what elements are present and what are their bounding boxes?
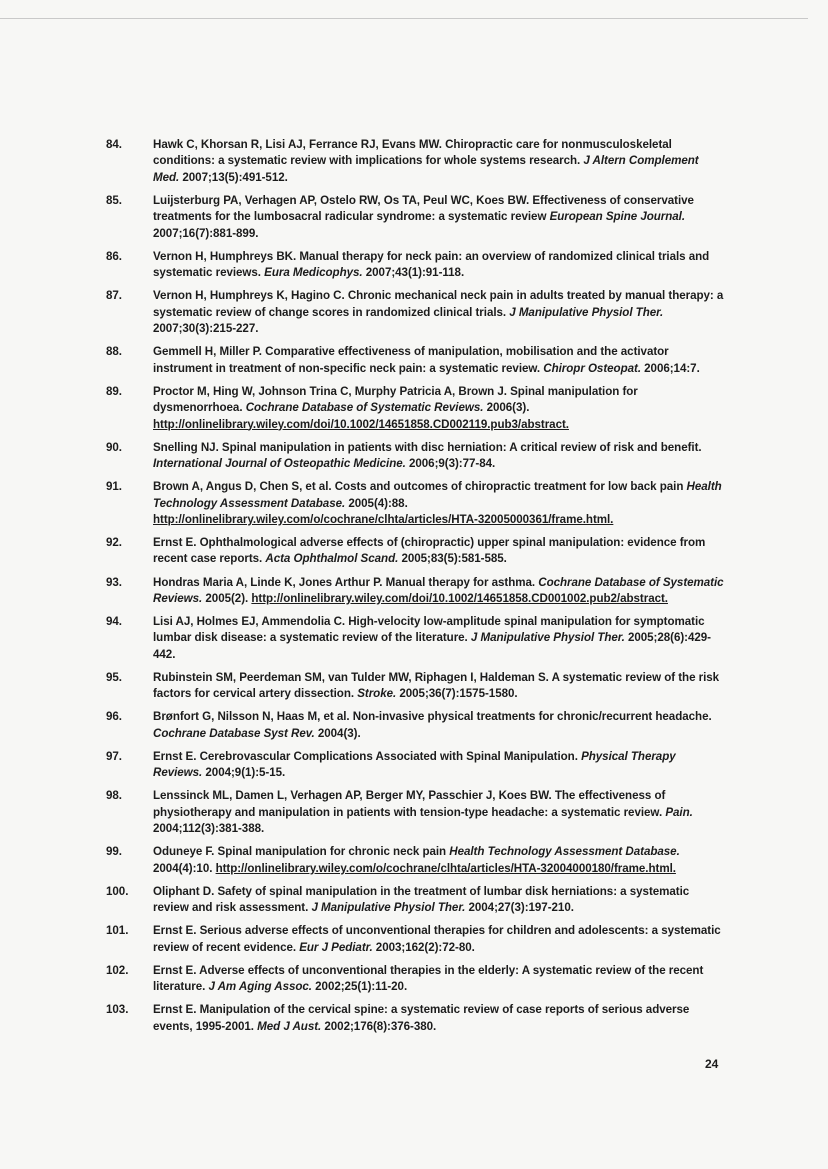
- reference-citation: 2004;112(3):381-388.: [153, 822, 265, 836]
- reference-authors: Brown A, Angus D, Chen S, et al. Costs and outcomes of chiropractic treatment for low back pain: [153, 480, 684, 494]
- reference-number: 91.: [106, 480, 122, 494]
- reference-number: 86.: [106, 249, 122, 263]
- reference-number: 103.: [106, 1003, 129, 1017]
- reference-citation: 2004;9(1):5-15.: [205, 766, 286, 780]
- reference-citation: 2006(3).: [486, 401, 530, 415]
- reference-citation: 2007;13(5):491-512.: [182, 170, 288, 184]
- reference-item: [106, 614, 726, 663]
- reference-number: 101.: [106, 924, 129, 938]
- reference-authors: Lenssinck ML, Damen L, Verhagen AP, Berger MY, Passchier J, Koes BW. The effectiveness of physiotherapy and manipulation in patients with tension-type headache: a systematic review.: [153, 789, 666, 819]
- reference-journal: Health Technology Assessment Database.: [153, 480, 722, 510]
- reference-link[interactable]: http://onlinelibrary.wiley.com/o/cochrane/clhta/articles/HTA-32004000180/frame.html.: [215, 861, 676, 875]
- reference-citation: 2007;30(3):215-227.: [153, 322, 259, 336]
- reference-journal: J Manipulative Physiol Ther.: [470, 631, 625, 645]
- reference-citation: 2005;83(5):581-585.: [401, 552, 507, 566]
- reference-authors: Lisi AJ, Holmes EJ, Ammendolia C. High-velocity low-amplitude spinal manipulation for symptomatic lumbar disk disease: a systematic review of the literature.: [153, 615, 705, 645]
- reference-authors: Vernon H, Humphreys BK. Manual therapy for neck pain: an overview of randomized clinical trials and systematic reviews.: [153, 249, 710, 280]
- reference-authors: Brønfort G, Nilsson N, Haas M, et al. Non-invasive physical treatments for chronic/recurrent headache.: [153, 710, 712, 724]
- reference-authors: Hondras Maria A, Linde K, Jones Arthur P. Manual therapy for asthma.: [153, 575, 536, 589]
- reference-item: [106, 844, 726, 877]
- reference-item: [106, 440, 726, 473]
- reference-item: [106, 137, 726, 186]
- reference-number: 85.: [106, 193, 122, 207]
- reference-authors: Luijsterburg PA, Verhagen AP, Ostelo RW, Os TA, Peul WC, Koes BW. Effectiveness of conservative treatments for the lumbosacral radicular syndrome: a systematic review: [153, 193, 694, 224]
- reference-journal: Health Technology Assessment Database.: [449, 845, 680, 859]
- reference-journal: Chiropr Osteopat.: [543, 361, 641, 375]
- reference-journal: J Manipulative Physiol Ther.: [311, 901, 466, 915]
- reference-item: [106, 884, 726, 917]
- reference-number: 94.: [106, 615, 122, 629]
- reference-citation: 2006;9(3):77-84.: [408, 457, 496, 471]
- reference-authors: Vernon H, Humphreys K, Hagino C. Chronic mechanical neck pain in adults treated by manual therapy: a systematic review of change scores in randomized clinical trials.: [153, 289, 724, 319]
- reference-number: 96.: [106, 710, 122, 724]
- reference-journal: Acta Ophthalmol Scand.: [265, 552, 399, 566]
- reference-journal: Stroke.: [357, 687, 397, 701]
- reference-item: [106, 709, 726, 742]
- reference-journal: Eura Medicophys.: [264, 266, 363, 280]
- reference-journal: Cochrane Database of Systematic Reviews.: [245, 401, 484, 415]
- reference-number: 98.: [106, 789, 122, 803]
- reference-item: [106, 479, 726, 528]
- reference-item: [106, 749, 726, 782]
- reference-citation: 2002;25(1):11-20.: [315, 980, 408, 994]
- reference-number: 90.: [106, 440, 122, 454]
- reference-citation: 2004;27(3):197-210.: [468, 901, 574, 915]
- reference-citation: 2002;176(8):376-380.: [324, 1019, 437, 1033]
- reference-journal: Med J Aust.: [257, 1019, 322, 1033]
- reference-citation: 2005;28(6):429-442.: [153, 631, 711, 661]
- reference-citation: 2006;14:7.: [644, 361, 700, 375]
- reference-journal: J Altern Complement Med.: [153, 154, 699, 184]
- reference-journal: Cochrane Database Syst Rev.: [153, 726, 315, 740]
- reference-authors: Rubinstein SM, Peerdeman SM, van Tulder MW, Riphagen I, Haldeman S. A systematic review of the risk factors for cervical artery dissection.: [153, 670, 720, 701]
- reference-citation: 2004(3).: [317, 726, 361, 740]
- reference-number: 102.: [106, 963, 129, 977]
- reference-number: 97.: [106, 749, 122, 763]
- reference-authors: Gemmell H, Miller P. Comparative effectiveness of manipulation, mobilisation and the activator instrument in treatment of non-specific neck pain: a systematic review.: [153, 345, 669, 375]
- reference-journal: J Manipulative Physiol Ther.: [509, 305, 664, 319]
- reference-number: 93.: [106, 575, 122, 589]
- reference-journal: Physical Therapy Reviews.: [153, 749, 676, 780]
- reference-authors: Snelling NJ. Spinal manipulation in patients with disc herniation: A critical review of risk and benefit.: [153, 440, 702, 454]
- reference-list: [106, 137, 726, 1042]
- reference-item: [106, 193, 726, 242]
- reference-link[interactable]: http://onlinelibrary.wiley.com/doi/10.1002/14651858.CD002119.pub3/abstract.: [153, 417, 569, 431]
- reference-link[interactable]: http://onlinelibrary.wiley.com/o/cochrane/clhta/articles/HTA-32005000361/frame.html.: [153, 512, 614, 526]
- reference-number: 89.: [106, 384, 122, 398]
- reference-authors: Ernst E. Manipulation of the cervical spine: a systematic review of case reports of serious adverse events, 1995-2001.: [153, 1003, 690, 1033]
- reference-item: [106, 535, 726, 568]
- reference-authors: Ernst E. Cerebrovascular Complications Associated with Spinal Manipulation.: [153, 749, 578, 763]
- reference-citation: 2005(2).: [205, 591, 249, 605]
- reference-number: 99.: [106, 845, 122, 859]
- reference-authors: Oliphant D. Safety of spinal manipulation in the treatment of lumbar disk herniations: a systematic review and risk assessment.: [153, 884, 690, 915]
- reference-authors: Ernst E. Adverse effects of unconventional therapies in the elderly: A systematic review of the recent literature.: [153, 963, 704, 994]
- reference-item: [106, 575, 726, 608]
- reference-link[interactable]: http://onlinelibrary.wiley.com/doi/10.1002/14651858.CD001002.pub2/abstract.: [251, 591, 668, 605]
- reference-item: [106, 963, 726, 996]
- reference-citation: 2007;16(7):881-899.: [153, 226, 259, 240]
- reference-authors: Ernst E. Ophthalmological adverse effects of (chiropractic) upper spinal manipulation: evidence from recent case reports.: [153, 536, 706, 566]
- reference-item: [106, 923, 726, 956]
- reference-number: 84.: [106, 138, 122, 151]
- reference-citation: 2004(4):10.: [153, 861, 213, 875]
- reference-item: [106, 288, 726, 337]
- reference-citation: 2005;36(7):1575-1580.: [399, 687, 518, 701]
- reference-item: [106, 1002, 726, 1035]
- reference-journal: Cochrane Database of Systematic Reviews.: [153, 575, 724, 605]
- reference-number: 88.: [106, 345, 122, 359]
- reference-journal: J Am Aging Assoc.: [208, 980, 312, 994]
- reference-journal: International Journal of Osteopathic Medicine.: [153, 457, 406, 471]
- reference-number: 100.: [106, 884, 129, 898]
- reference-authors: Oduneye F. Spinal manipulation for chronic neck pain: [153, 845, 447, 859]
- reference-number: 95.: [106, 670, 122, 684]
- reference-citation: 2003;162(2):72-80.: [375, 940, 475, 954]
- page-number: 24: [705, 1057, 719, 1071]
- reference-number: 92.: [106, 536, 122, 550]
- reference-item: [106, 344, 726, 377]
- reference-item: [106, 788, 726, 837]
- reference-item: [106, 249, 726, 282]
- reference-journal: European Spine Journal.: [549, 210, 686, 224]
- reference-journal: Eur J Pediatr.: [299, 940, 373, 954]
- header-rule: [0, 18, 808, 19]
- reference-item: [106, 670, 726, 703]
- reference-number: 87.: [106, 289, 122, 303]
- reference-authors: Proctor M, Hing W, Johnson Trina C, Murphy Patricia A, Brown J. Spinal manipulation for dysmenorrhoea.: [153, 384, 638, 415]
- reference-journal: Pain.: [665, 805, 693, 819]
- reference-citation: 2007;43(1):91-118.: [365, 266, 465, 280]
- reference-item: [106, 384, 726, 433]
- reference-citation: 2005(4):88.: [348, 496, 408, 510]
- reference-authors: Hawk C, Khorsan R, Lisi AJ, Ferrance RJ, Evans MW. Chiropractic care for nonmusculoskeletal conditions: a systematic review with implications for whole systems research.: [153, 138, 672, 168]
- reference-authors: Ernst E. Serious adverse effects of unconventional therapies for children and adolescents: a systematic review of recent evidence.: [153, 924, 721, 954]
